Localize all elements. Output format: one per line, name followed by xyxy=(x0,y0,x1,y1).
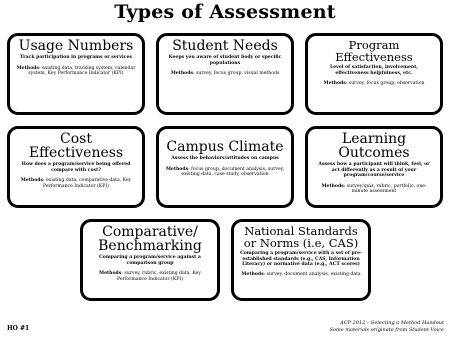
methods-text: : focus group, document analysis, survey, existing data, case study, observation xyxy=(181,166,285,178)
card-methods xyxy=(165,71,285,77)
methods-text: : survey, focus group, observation xyxy=(345,81,425,87)
card-methods xyxy=(165,167,285,178)
card-methods xyxy=(16,178,136,189)
handout-label: HO #1 xyxy=(7,325,30,332)
methods-label: Methods xyxy=(20,178,44,184)
methods-label: Methods xyxy=(16,65,39,71)
footer-line-2: Some materials originate from Student Voice xyxy=(329,326,444,333)
card-title: Learning Outcomes xyxy=(338,131,410,161)
methods-text: : existing data, tracking system, calendar system, Key Performance Indicator (KPI) xyxy=(28,65,136,77)
card-description: Level of satisfaction, involvement, effectiveness helpfulness, etc. xyxy=(330,65,418,76)
card-usage-numbers xyxy=(7,33,145,115)
methods-text: : survey, rubric, existing data, Key Performance Indicator (KPI) xyxy=(117,271,201,282)
methods-label: Methods xyxy=(165,166,189,172)
methods-text: : existing data, comparative data, Key Performance Indicator (KPI) xyxy=(43,178,132,189)
methods-text: : survey, focus group, visual methods xyxy=(193,71,280,77)
methods-label: Methods xyxy=(99,271,122,277)
card-description: Keeps you aware of student body or specific populations xyxy=(168,55,282,66)
card-comparative-benchmarking xyxy=(80,219,220,301)
card-program-effectiveness xyxy=(305,33,443,115)
card-methods xyxy=(89,271,211,282)
card-description: Comparing a program/service with a set of pre-established standards (e.g., CAS, Information Literacy) or normative data (e.g., ACT scores) xyxy=(240,251,362,268)
card-title: Campus Climate xyxy=(166,139,284,155)
card-description: Comparing a program/service against a comparison group xyxy=(99,255,201,266)
card-title: National Standards or Norms (i.e, CAS) xyxy=(243,224,359,250)
card-methods xyxy=(16,66,136,77)
methods-label: Methods xyxy=(170,71,194,77)
methods-text: : survey/quiz, rubric, portfolio, one-minute assessment xyxy=(343,183,427,195)
card-student-needs xyxy=(156,33,294,115)
footer-credit xyxy=(330,320,444,333)
footer-line-1: ACP 2012 – Selecting a Method Handout xyxy=(340,320,444,326)
card-description: Assess the behaviors/attitudes on campus xyxy=(171,156,279,161)
card-campus-climate xyxy=(156,126,294,208)
card-methods xyxy=(314,184,434,195)
card-description: How does a program/service being offered compare with cost? xyxy=(21,162,131,173)
card-national-standards xyxy=(231,219,371,301)
card-learning-outcomes xyxy=(305,126,443,208)
methods-label: Methods xyxy=(323,81,346,87)
methods-label: Methods xyxy=(241,271,264,277)
card-title: Comparative/ Benchmarking xyxy=(98,224,202,254)
card-methods xyxy=(314,81,434,87)
page-title: Types of Assessment xyxy=(114,1,336,23)
card-description: Track participation in programs or services xyxy=(20,55,132,60)
card-methods xyxy=(240,272,362,278)
card-title: Student Needs xyxy=(172,38,278,54)
methods-label: Methods xyxy=(321,183,344,189)
card-description: Assess how a participant will think, feel, or act differently as a result of your program/course/service xyxy=(318,162,430,179)
card-title: Usage Numbers xyxy=(18,38,134,54)
card-title: Cost Effectiveness xyxy=(28,131,124,161)
methods-text: : survey, document analysis, existing data xyxy=(263,271,361,277)
card-cost-effectiveness xyxy=(7,126,145,208)
card-title: Program Effectiveness xyxy=(335,38,413,64)
